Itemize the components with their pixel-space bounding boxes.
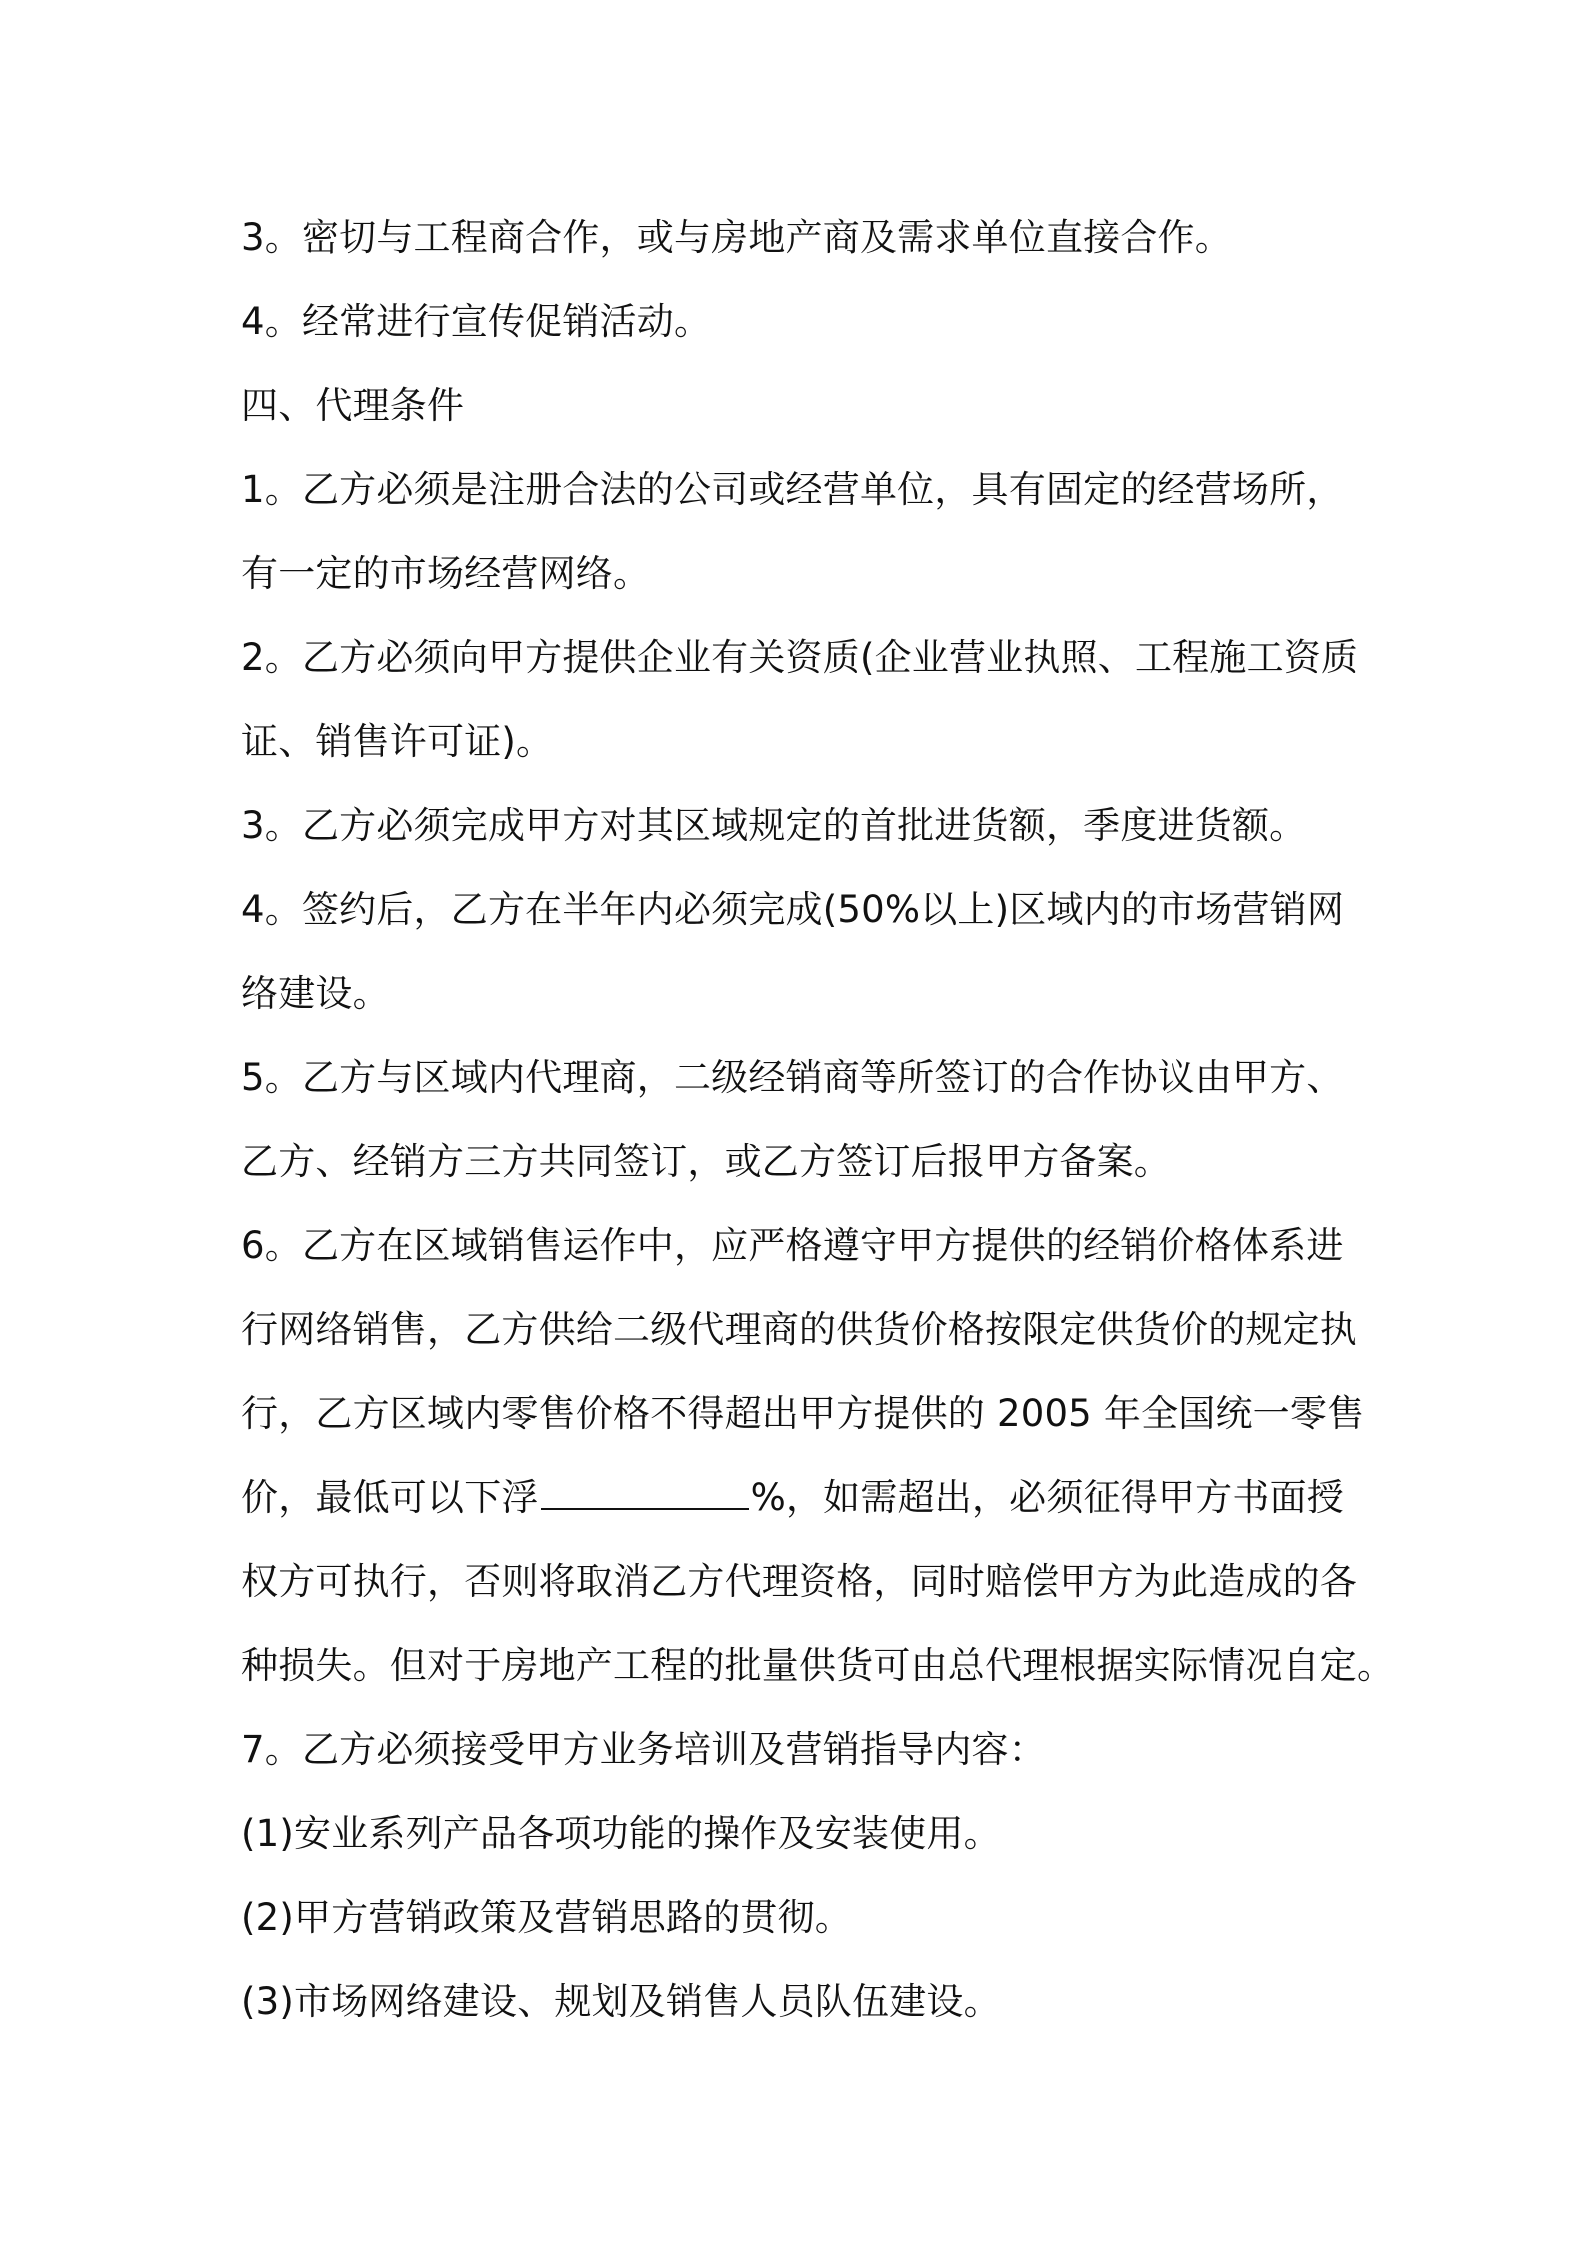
text-line: 2。乙方必须向甲方提供企业有关资质(企业营业执照、工程施工资质 [241, 636, 1359, 679]
text-line: 络建设。 [241, 972, 390, 1015]
list-item: (3)市场网络建设、规划及销售人员队伍建设。 [241, 1980, 1001, 2023]
price-float-line [241, 1456, 1371, 1540]
price-line-before: 价，最低可以下浮 [241, 1476, 539, 1519]
text-line: 行网络销售，乙方供给二级代理商的供货价格按限定供货价的规定执 [241, 1308, 1357, 1351]
text-line: 4。经常进行宣传促销活动。 [241, 300, 712, 343]
section-heading: 四、代理条件 [241, 384, 465, 427]
fill-in-blank [541, 1478, 749, 1510]
text-line: 7。乙方必须接受甲方业务培训及营销指导内容： [241, 1728, 1046, 1771]
price-line-after: %，如需超出，必须征得甲方书面授 [750, 1476, 1344, 1519]
text-line: 3。密切与工程商合作，或与房地产商及需求单位直接合作。 [241, 216, 1232, 259]
text-line: 有一定的市场经营网络。 [241, 552, 651, 595]
text-line: 证、销售许可证)。 [241, 720, 554, 763]
text-line: 乙方、经销方三方共同签订，或乙方签订后报甲方备案。 [241, 1140, 1171, 1183]
text-line: 权方可执行，否则将取消乙方代理资格，同时赔偿甲方为此造成的各 [241, 1560, 1357, 1603]
document-body [241, 196, 1395, 2044]
list-item: (1)安业系列产品各项功能的操作及安装使用。 [241, 1812, 1001, 1855]
text-line: 4。签约后，乙方在半年内必须完成(50%以上)区域内的市场营销网 [241, 888, 1345, 931]
text-line: 1。乙方必须是注册合法的公司或经营单位，具有固定的经营场所， [241, 468, 1344, 511]
text-line: 3。乙方必须完成甲方对其区域规定的首批进货额，季度进货额。 [241, 804, 1307, 847]
list-item: (2)甲方营销政策及营销思路的贯彻。 [241, 1896, 853, 1939]
text-line: 行，乙方区域内零售价格不得超出甲方提供的 2005 年全国统一零售 [241, 1392, 1365, 1435]
text-line: 6。乙方在区域销售运作中，应严格遵守甲方提供的经销价格体系进 [241, 1224, 1344, 1267]
text-line: 5。乙方与区域内代理商，二级经销商等所签订的合作协议由甲方、 [241, 1056, 1344, 1099]
text-line: 种损失。但对于房地产工程的批量供货可由总代理根据实际情况自定。 [241, 1644, 1395, 1687]
